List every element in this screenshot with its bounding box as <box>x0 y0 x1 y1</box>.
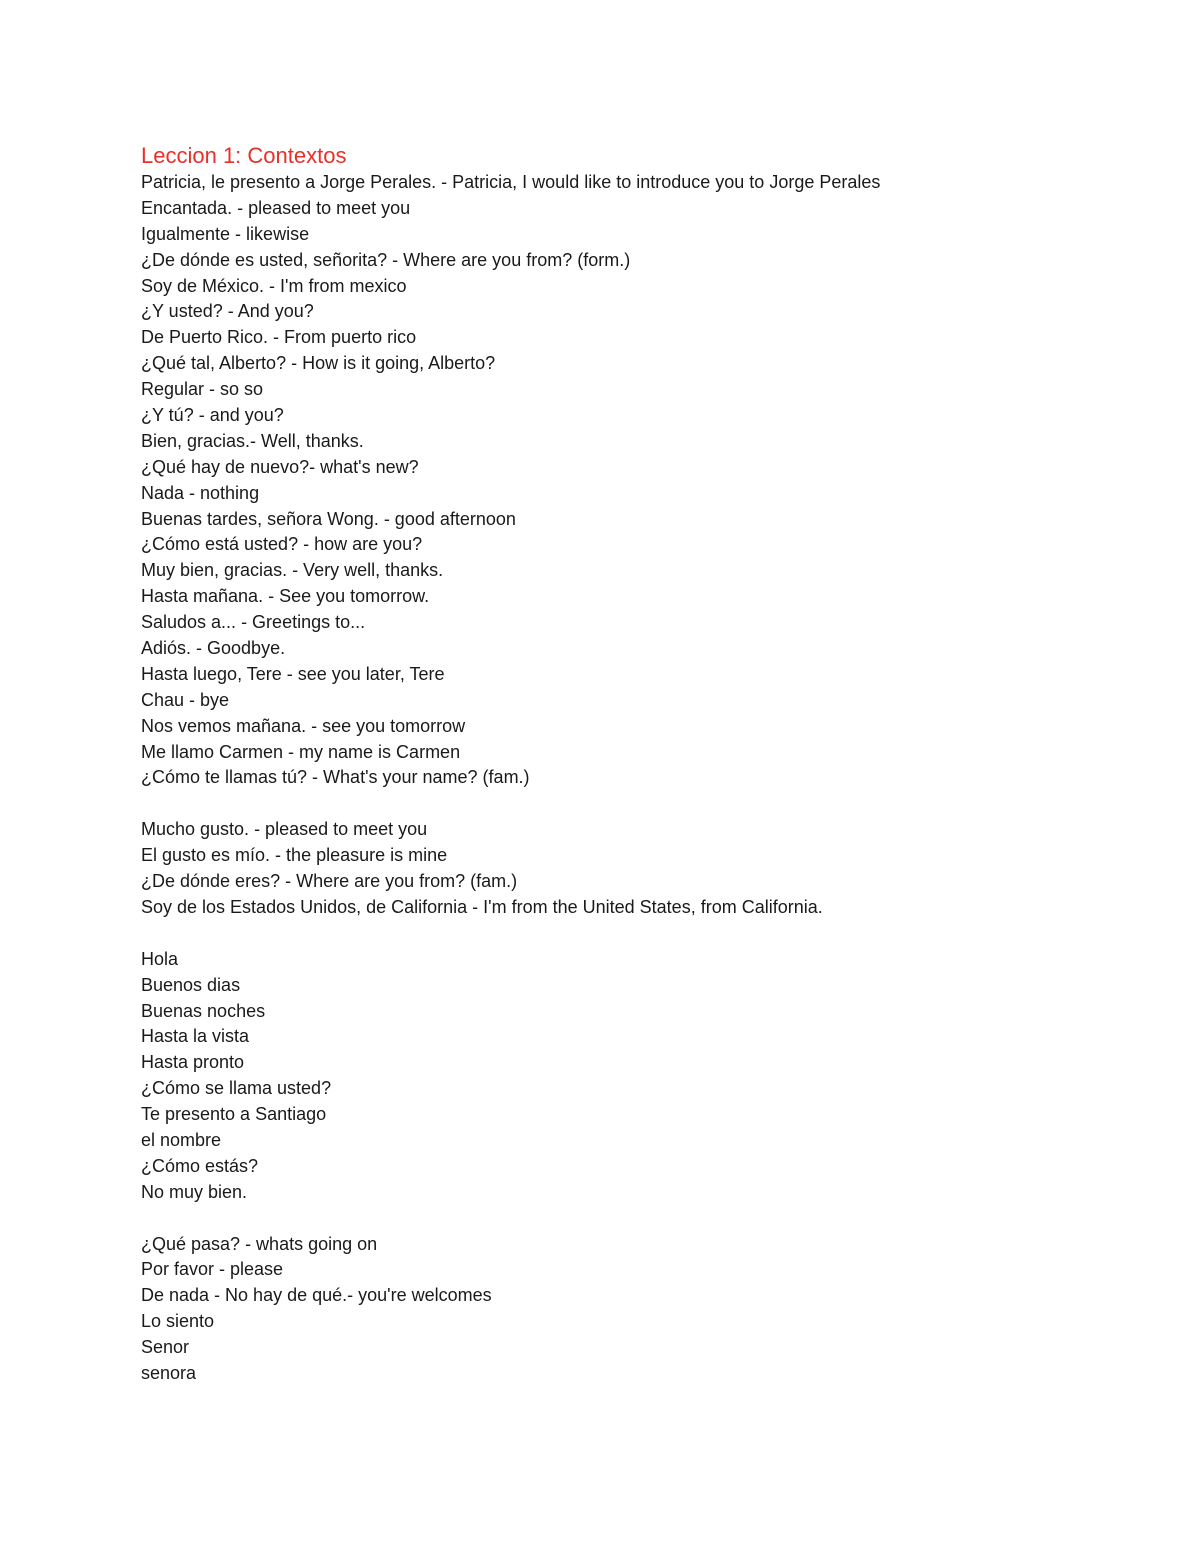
vocab-line: Adiós. - Goodbye. <box>141 638 286 659</box>
vocab-line: Hasta pronto <box>141 1052 245 1073</box>
paragraph-spacer <box>141 1206 1141 1232</box>
vocab-line: Buenas tardes, señora Wong. - good afternoon <box>141 508 516 529</box>
vocab-line: senora <box>141 1362 197 1383</box>
vocab-line: Senor <box>141 1337 190 1358</box>
vocab-line: Buenos dias <box>141 974 241 995</box>
vocab-line: Regular - so so <box>141 379 264 400</box>
paragraph-spacer <box>141 791 1141 817</box>
vocab-line: ¿Qué hay de nuevo?- what's new? <box>141 456 419 477</box>
vocab-line: Nada - nothing <box>141 482 260 503</box>
vocab-line: Soy de los Estados Unidos, de California - I'm from the United States, from California. <box>141 896 823 917</box>
vocab-line: ¿Qué pasa? - whats going on <box>141 1233 378 1254</box>
vocab-line: Soy de México. - I'm from mexico <box>141 275 407 296</box>
vocab-line: Encantada. - pleased to meet you <box>141 197 411 218</box>
vocab-line: Hasta mañana. - See you tomorrow. <box>141 586 430 607</box>
vocab-line: Mucho gusto. - pleased to meet you <box>141 819 428 840</box>
vocab-line: ¿De dónde eres? - Where are you from? (fam.) <box>141 871 518 892</box>
page-title: Leccion 1: Contextos <box>141 143 347 168</box>
vocab-line: Lo siento <box>141 1311 215 1332</box>
vocab-line: No muy bien. <box>141 1181 248 1202</box>
paragraph-spacer <box>141 921 1141 947</box>
vocab-line: Chau - bye <box>141 689 230 710</box>
vocab-line: Igualmente - likewise <box>141 223 310 244</box>
vocab-line: ¿Qué tal, Alberto? - How is it going, Alberto? <box>141 353 496 374</box>
vocab-line: ¿Cómo te llamas tú? - What's your name? (fam.) <box>141 767 530 788</box>
vocab-line: ¿Cómo estás? <box>141 1155 259 1176</box>
vocab-line: ¿Y usted? - And you? <box>141 301 314 322</box>
vocab-line: De Puerto Rico. - From puerto rico <box>141 327 417 348</box>
vocab-line: el nombre <box>141 1129 222 1150</box>
vocab-line: Bien, gracias.- Well, thanks. <box>141 430 364 451</box>
vocab-line: ¿Cómo está usted? - how are you? <box>141 534 423 555</box>
vocab-line: Hasta la vista <box>141 1026 250 1047</box>
vocab-line: De nada - No hay de qué.- you're welcomes <box>141 1285 492 1306</box>
vocab-line: Hola <box>141 948 179 969</box>
vocab-line: El gusto es mío. - the pleasure is mine <box>141 845 448 866</box>
vocab-line: Te presento a Santiago <box>141 1104 327 1125</box>
vocab-line: Hasta luego, Tere - see you later, Tere <box>141 663 445 684</box>
vocab-line: Por favor - please <box>141 1259 284 1280</box>
vocab-line: Me llamo Carmen - my name is Carmen <box>141 741 461 762</box>
vocab-line: Nos vemos mañana. - see you tomorrow <box>141 715 466 736</box>
vocab-line: Saludos a... - Greetings to... <box>141 612 366 633</box>
vocab-line: ¿Cómo se llama usted? <box>141 1078 332 1099</box>
document-body <box>141 141 1141 1387</box>
vocab-line: ¿De dónde es usted, señorita? - Where are you from? (form.) <box>141 249 631 270</box>
vocab-line: Buenas noches <box>141 1000 266 1021</box>
vocab-line: ¿Y tú? - and you? <box>141 405 284 426</box>
vocab-line: Muy bien, gracias. - Very well, thanks. <box>141 560 444 581</box>
vocab-line: Patricia, le presento a Jorge Perales. - Patricia, I would like to introduce you to Jorge Perales <box>141 172 881 192</box>
